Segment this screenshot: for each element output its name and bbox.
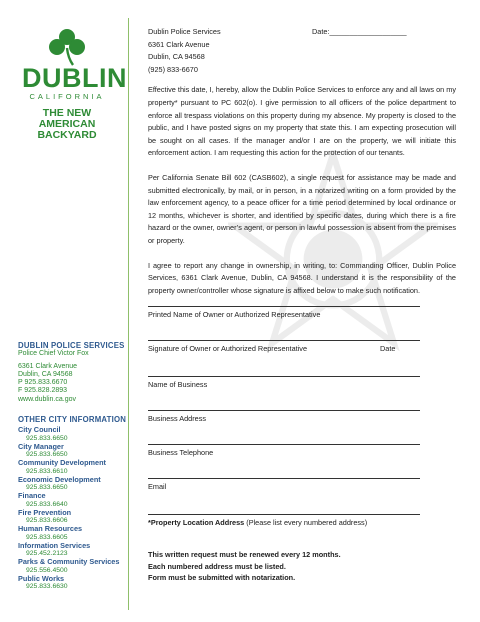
logo-word: DUBLIN (22, 63, 127, 93)
signature-line[interactable] (148, 340, 420, 341)
department-phone: 925.833.6650 (26, 484, 68, 492)
department-phone: 925.452.2123 (26, 550, 68, 558)
header-org: Dublin Police Services (148, 27, 221, 36)
footer-note: This written request must be renewed every 12 months. (148, 550, 341, 559)
city-info-block (18, 416, 128, 591)
department-phone: 925.833.6630 (26, 583, 68, 591)
department-phone: 925.833.6606 (26, 517, 68, 525)
date-field[interactable]: Date:___________________ (312, 27, 407, 36)
sidebar-divider (128, 18, 129, 610)
department-phone: 925.833.6640 (26, 500, 68, 508)
header-street: 6361 Clark Avenue (148, 39, 210, 49)
department-name: City Council (18, 425, 61, 435)
property-address-note: (Please list every numbered address) (244, 518, 368, 527)
department-phone: 925.556.4500 (26, 566, 68, 574)
letter-header (148, 26, 456, 76)
email-line[interactable] (148, 478, 420, 479)
department-name: Finance (18, 491, 46, 501)
police-fax: F 925.828.2893 (18, 387, 68, 395)
business-address-line[interactable] (148, 410, 420, 411)
business-address-field[interactable] (148, 410, 420, 423)
property-address-field[interactable] (148, 514, 420, 527)
letter-body (148, 26, 456, 297)
printed-name-field[interactable] (148, 306, 420, 319)
department-name: Human Resources (18, 524, 83, 534)
business-name-field[interactable] (148, 376, 420, 389)
printed-name-line[interactable] (148, 306, 420, 307)
shamrock-icon (47, 28, 87, 66)
footer-note: Form must be submitted with notarization. (148, 573, 296, 582)
business-address-label: Business Address (148, 414, 207, 423)
department-list (18, 426, 128, 591)
business-phone-field[interactable] (148, 444, 420, 457)
police-address-line: Dublin, CA 94568 (18, 370, 73, 378)
email-field[interactable] (148, 478, 420, 491)
email-label: Email (148, 482, 167, 491)
header-phone: (925) 833-6670 (148, 64, 198, 74)
city-info-heading: OTHER CITY INFORMATION (18, 415, 127, 424)
business-name-label: Name of Business (148, 380, 208, 389)
sidebar (0, 0, 128, 622)
dublin-logo (22, 28, 127, 141)
department-name: Parks & Community Services (18, 557, 120, 567)
paragraph-casb602: Per California Senate Bill 602 (CASB602), a single request for assistance may be made and submitted electronically, by mail, or in person, in a notarized writing on a form provided by the law enforcement agency, to a peace officer for a time period determined by local ordinance or 12 months, whichever is shorter, and identified by specific dates, during which there is a fire hazard or the owner, owner’s agent, or person in lawful possession is absent from the premises or property. (148, 172, 456, 245)
signature-field[interactable] (148, 340, 420, 353)
signature-label: Signature of Owner or Authorized Representative (148, 344, 307, 353)
department-name: Information Services (18, 540, 91, 550)
department-name: Public Works (18, 573, 65, 583)
department-name: City Manager (18, 441, 64, 451)
department-phone: 925.833.6650 (26, 451, 68, 459)
department-phone: 925.833.6605 (26, 533, 68, 541)
police-phone: P 925.833.6670 (18, 379, 68, 387)
header-city: Dublin, CA 94568 (148, 52, 205, 62)
department-name: Fire Prevention (18, 507, 72, 517)
paragraph-ownership-change: I agree to report any change in ownership, in writing, to: Commanding Officer, Dublin Police Services, 6361 Clark Avenue, Dublin, CA 94568. I understand it is the responsibility of the property owner/controller whose signature is affixed below to make such notification. (148, 260, 456, 295)
logo-tagline: THE NEW AMERICAN BACKYARD (37, 107, 97, 141)
police-address-line: 6361 Clark Avenue (18, 362, 78, 370)
police-heading: DUBLIN POLICE SERVICES (18, 341, 125, 350)
footer-notes (148, 549, 341, 584)
business-name-line[interactable] (148, 376, 420, 377)
business-phone-label: Business Telephone (148, 448, 214, 457)
logo-state: CALIFORNIA (29, 92, 105, 101)
department-name: Community Development (18, 458, 106, 468)
business-phone-line[interactable] (148, 444, 420, 445)
footer-note: Each numbered address must be listed. (148, 561, 286, 571)
paragraph-consent: Effective this date, I, hereby, allow the Dublin Police Services to enforce any and all laws on my property* pursuant to PC 602(o). I give permission to all officers of the police department to enforce all trespass violations on this property during my absence. My property is closed to the public, and I have posted signs on my property that state this. I am expecting prosecution will be sought on all cases. If the manager and/or I are on the property, we will initiate this enforcement action. I am requesting this action for the protection of our tenants. (148, 85, 456, 158)
website-link[interactable]: www.dublin.ca.gov (18, 395, 76, 403)
department-phone: 925.833.6650 (26, 434, 68, 442)
police-contact-block (18, 342, 128, 404)
police-chief: Police Chief Victor Fox (18, 350, 89, 358)
property-address-line[interactable] (148, 514, 420, 515)
property-address-title: *Property Location Address (148, 518, 245, 527)
printed-name-label: Printed Name of Owner or Authorized Representative (148, 310, 321, 319)
department-name: Economic Development (18, 474, 101, 484)
property-address-label (148, 518, 420, 527)
department-phone: 925.833.6610 (26, 467, 68, 475)
signature-date-label: Date (380, 344, 396, 353)
